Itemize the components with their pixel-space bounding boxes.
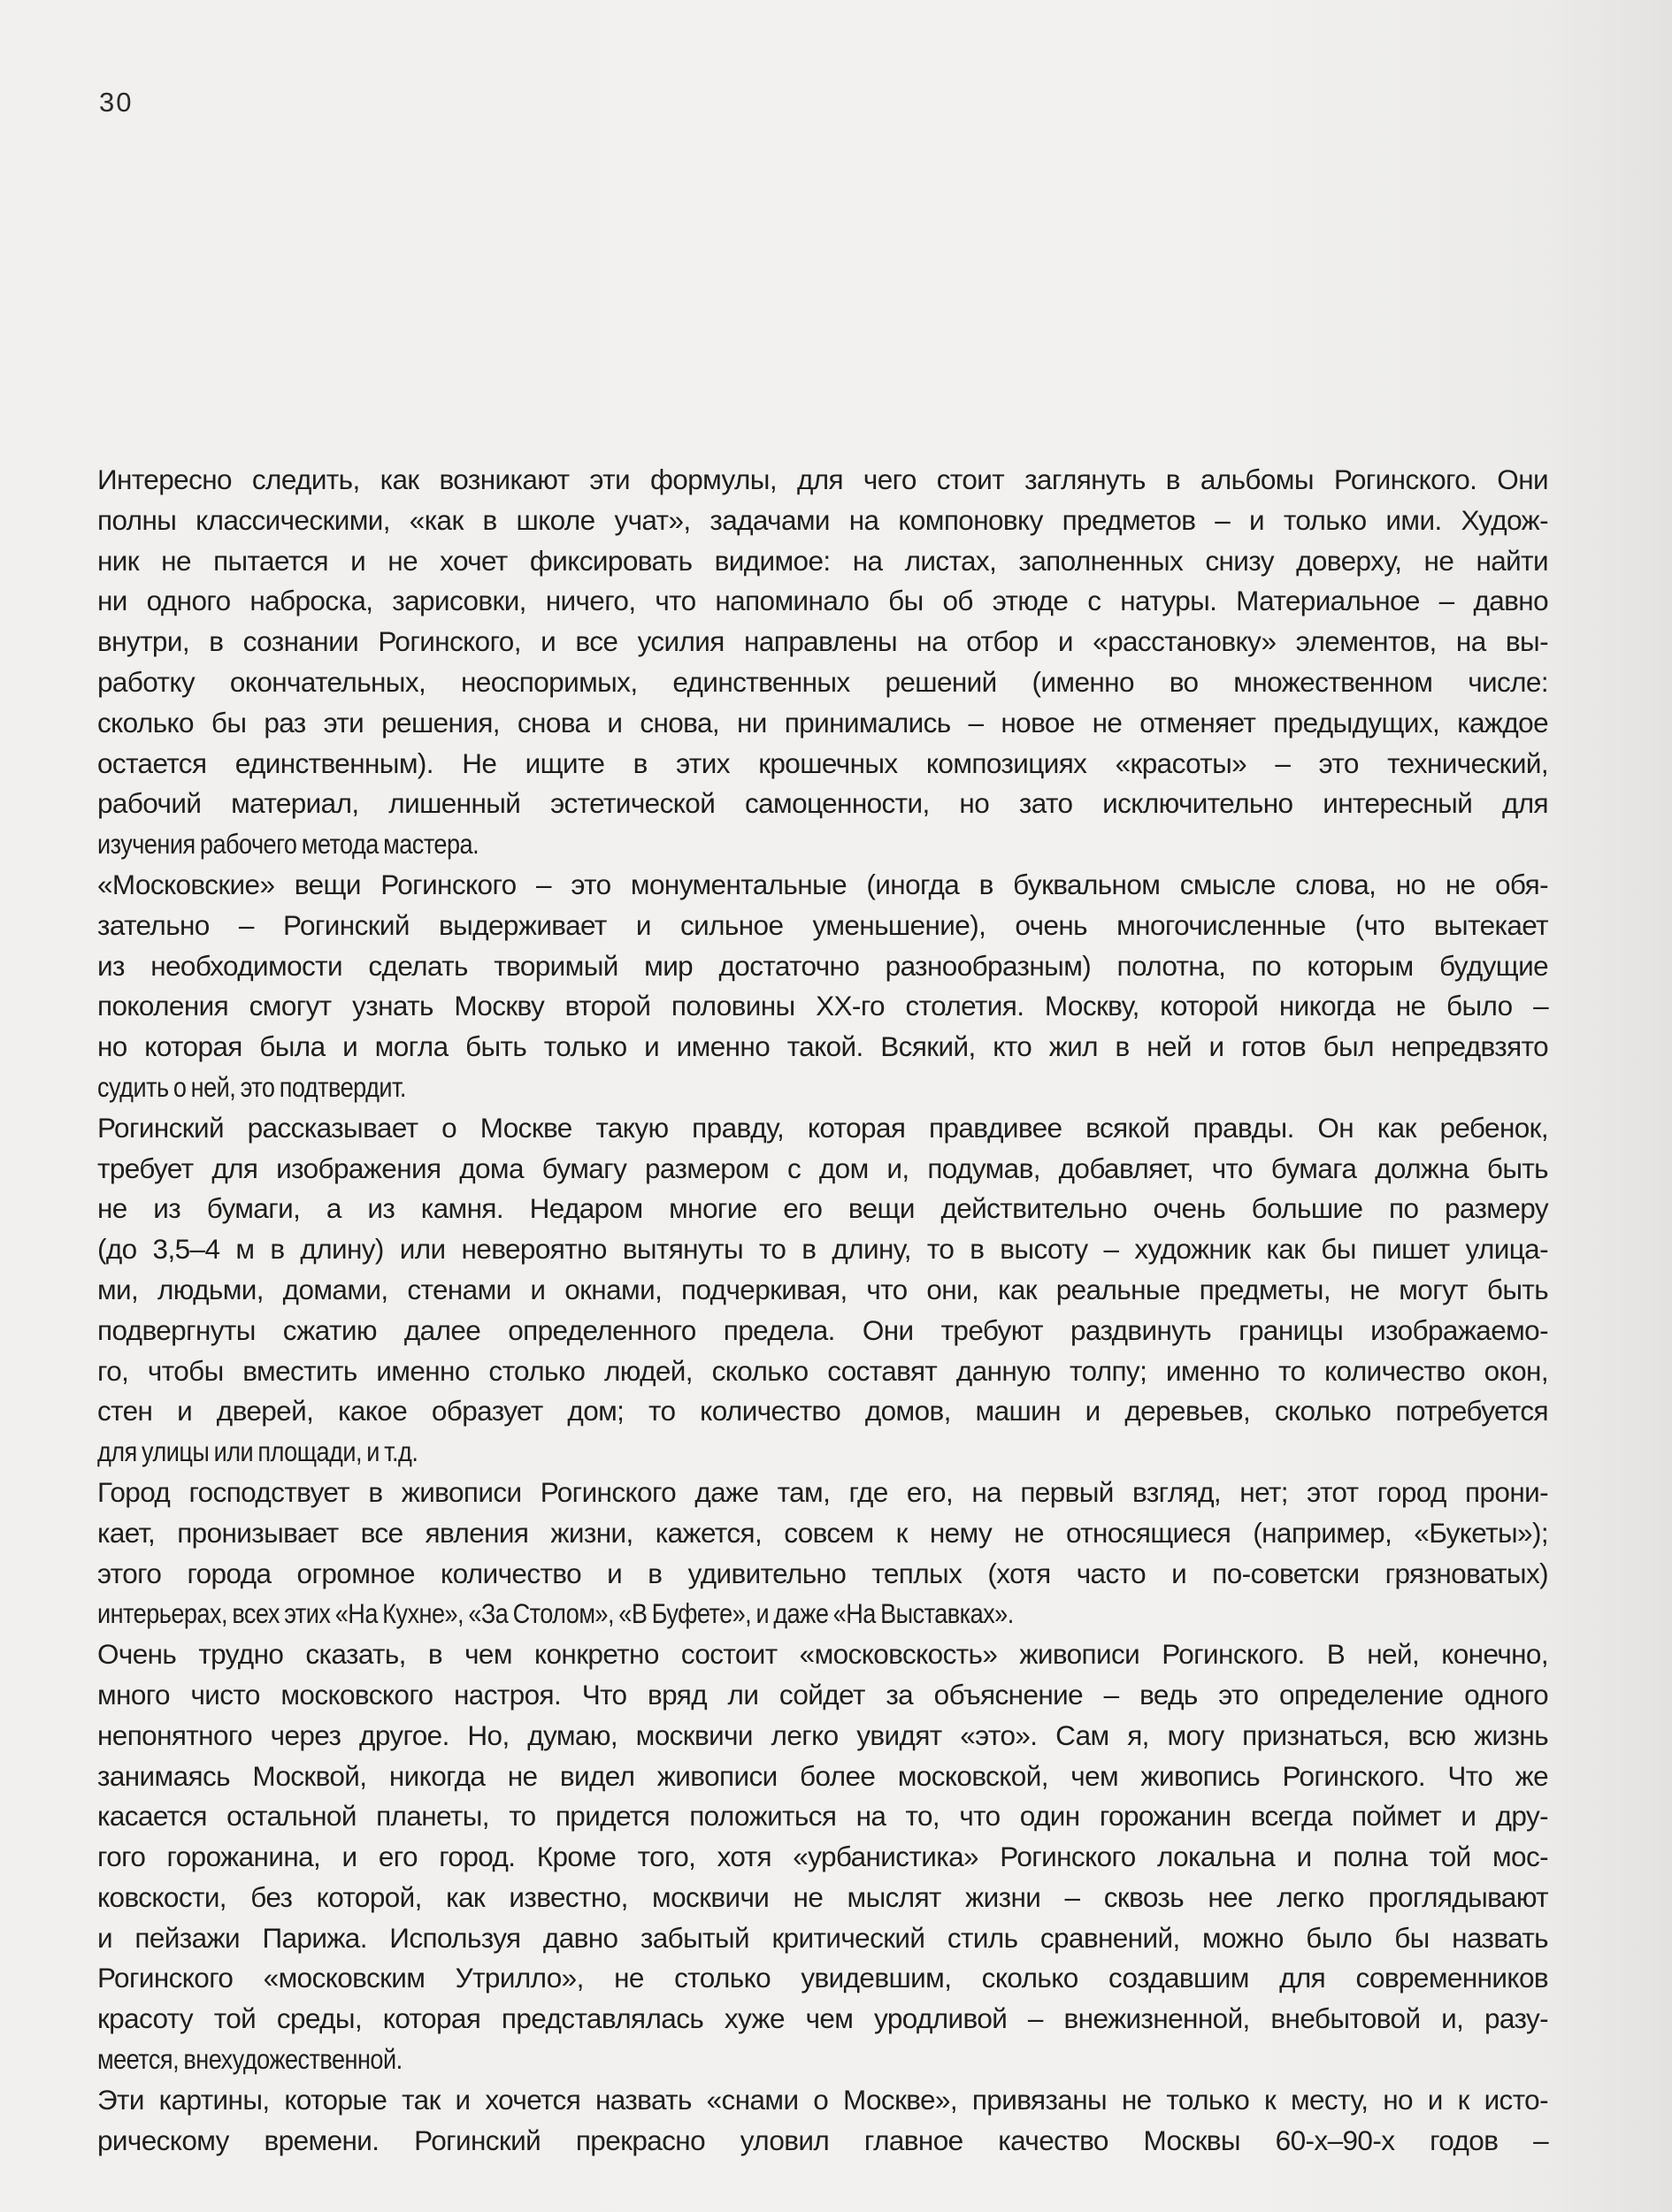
text-line: красоту той среды, которая представлялась хуже чем уродливой – внежизненной, внебытовой и, разу- [97, 2002, 1548, 2035]
text-line: Город господствует в живописи Рогинского даже там, где его, на первый взгляд, нет; этот город прони- [97, 1475, 1548, 1508]
text-line: но которая была и могла быть только и именно такой. Всякий, кто жил в ней и готов был непредвзято [97, 1030, 1548, 1063]
text-line: рическому времени. Рогинский прекрасно уловил главное качество Москвы 60-х–90-х годов – [97, 2124, 1548, 2156]
text-line: много чисто московского настроя. Что вряд ли сойдет за объяснение – ведь это определение одного [97, 1678, 1548, 1711]
text-line: меется, внехудожественной. [97, 2043, 403, 2076]
text-line: для улицы или площади, и т.д. [97, 1435, 418, 1468]
text-line: рабочий материал, лишенный эстетической самоценности, но зато исключительно интересный для [97, 787, 1548, 820]
text-line: касается остальной планеты, то придется положиться на то, что один горожанин всегда поймет и дру- [97, 1800, 1548, 1833]
text-line: зательно – Рогинский выдерживает и сильное уменьшение), очень многочисленные (что вытекает [97, 908, 1548, 941]
text-line: ник не пытается и не хочет фиксировать видимое: на листах, заполненных снизу доверху, не найти [97, 544, 1548, 577]
text-line: работку окончательных, неоспоримых, единственных решений (именно во множественном числе: [97, 665, 1548, 698]
text-line: интерьерах, всех этих «На Кухне», «За Столом», «В Буфете», и даже «На Выставках». [97, 1597, 1014, 1630]
text-line: го, чтобы вместить именно столько людей, сколько составят данную толпу; именно то количество окон, [97, 1354, 1548, 1387]
text-line: ми, людьми, домами, стенами и окнами, подчеркивая, что они, как реальные предметы, не могут быть [97, 1273, 1548, 1305]
text-line: Очень трудно сказать, в чем конкретно состоит «московскость» живописи Рогинского. В ней, конечно, [97, 1638, 1548, 1671]
text-line: остается единственным). Не ищите в этих крошечных композициях «красоты» – это технический, [97, 746, 1548, 779]
text-line: сколько бы раз эти решения, снова и снова, ни принимались – новое не отменяет предыдущих, каждое [97, 706, 1548, 739]
text-line: требует для изображения дома бумагу размером с дом и, подумав, добавляет, что бумага должна быть [97, 1152, 1548, 1184]
text-line: «Московские» вещи Рогинского – это монументальные (иногда в буквальном смысле слова, но не обя- [97, 868, 1548, 900]
text-line: этого города огромное количество и в удивительно теплых (хотя часто и по-советски грязноватых) [97, 1557, 1548, 1589]
text-line: ковскости, без которой, как известно, москвичи не мыслят жизни – сквозь нее легко проглядывают [97, 1880, 1548, 1913]
text-line: судить о ней, это подтвердит. [97, 1070, 406, 1103]
text-line: Эти картины, которые так и хочется назвать «снами о Москве», привязаны не только к месту, но и к исто- [97, 2083, 1548, 2116]
text-line: кает, пронизывает все явления жизни, кажется, совсем к нему не относящиеся (например, «Букеты»); [97, 1516, 1548, 1549]
text-line: внутри, в сознании Рогинского, и все усилия направлены на отбор и «расстановку» элементов, на вы- [97, 625, 1548, 658]
text-line: Рогинского «московским Утрилло», не столько увидевшим, сколько создавшим для современников [97, 1962, 1548, 1994]
text-line: подвергнуты сжатию далее определенного предела. Они требуют раздвинуть границы изображаемо- [97, 1313, 1548, 1346]
text-line: Интересно следить, как возникают эти формулы, для чего стоит заглянуть в альбомы Рогинского. Они [97, 463, 1548, 495]
text-line: гого горожанина, и его город. Кроме того, хотя «урбанистика» Рогинского локальна и полна той мос- [97, 1841, 1548, 1873]
page-number: 30 [99, 87, 134, 118]
text-line: (до 3,5–4 м в длину) или невероятно вытянуты то в длину, то в высоту – художник как бы пишет улица- [97, 1233, 1548, 1266]
text-line: поколения смогут узнать Москву второй половины XX-го столетия. Москву, которой никогда не было – [97, 990, 1548, 1022]
text-line: занимаясь Москвой, никогда не видел живописи более московской, чем живопись Рогинского. Что же [97, 1759, 1548, 1792]
text-line: изучения рабочего метода мастера. [97, 828, 479, 861]
text-line: полны классическими, «как в школе учат», задачами на компоновку предметов – и только ими. Худож- [97, 503, 1548, 536]
text-line: Рогинский рассказывает о Москве такую правду, которая правдивее всякой правды. Он как ребенок, [97, 1111, 1548, 1144]
text-line: не из бумаги, а из камня. Недаром многие его вещи действительно очень большие по размеру [97, 1192, 1548, 1225]
text-line: непонятного через другое. Но, думаю, москвичи легко увидят «это». Сам я, могу признаться, всю жизнь [97, 1718, 1548, 1751]
text-line: из необходимости сделать творимый мир достаточно разнообразным) полотна, по которым будущие [97, 949, 1548, 982]
body-text [97, 460, 1548, 2161]
text-line: стен и дверей, какое образует дом; то количество домов, машин и деревьев, сколько потребуется [97, 1395, 1548, 1427]
text-line: ни одного наброска, зарисовки, ничего, что напоминало бы об этюде с натуры. Материальное – давно [97, 585, 1548, 617]
text-line: и пейзажи Парижа. Используя давно забытый критический стиль сравнений, можно было бы назвать [97, 1921, 1548, 1954]
